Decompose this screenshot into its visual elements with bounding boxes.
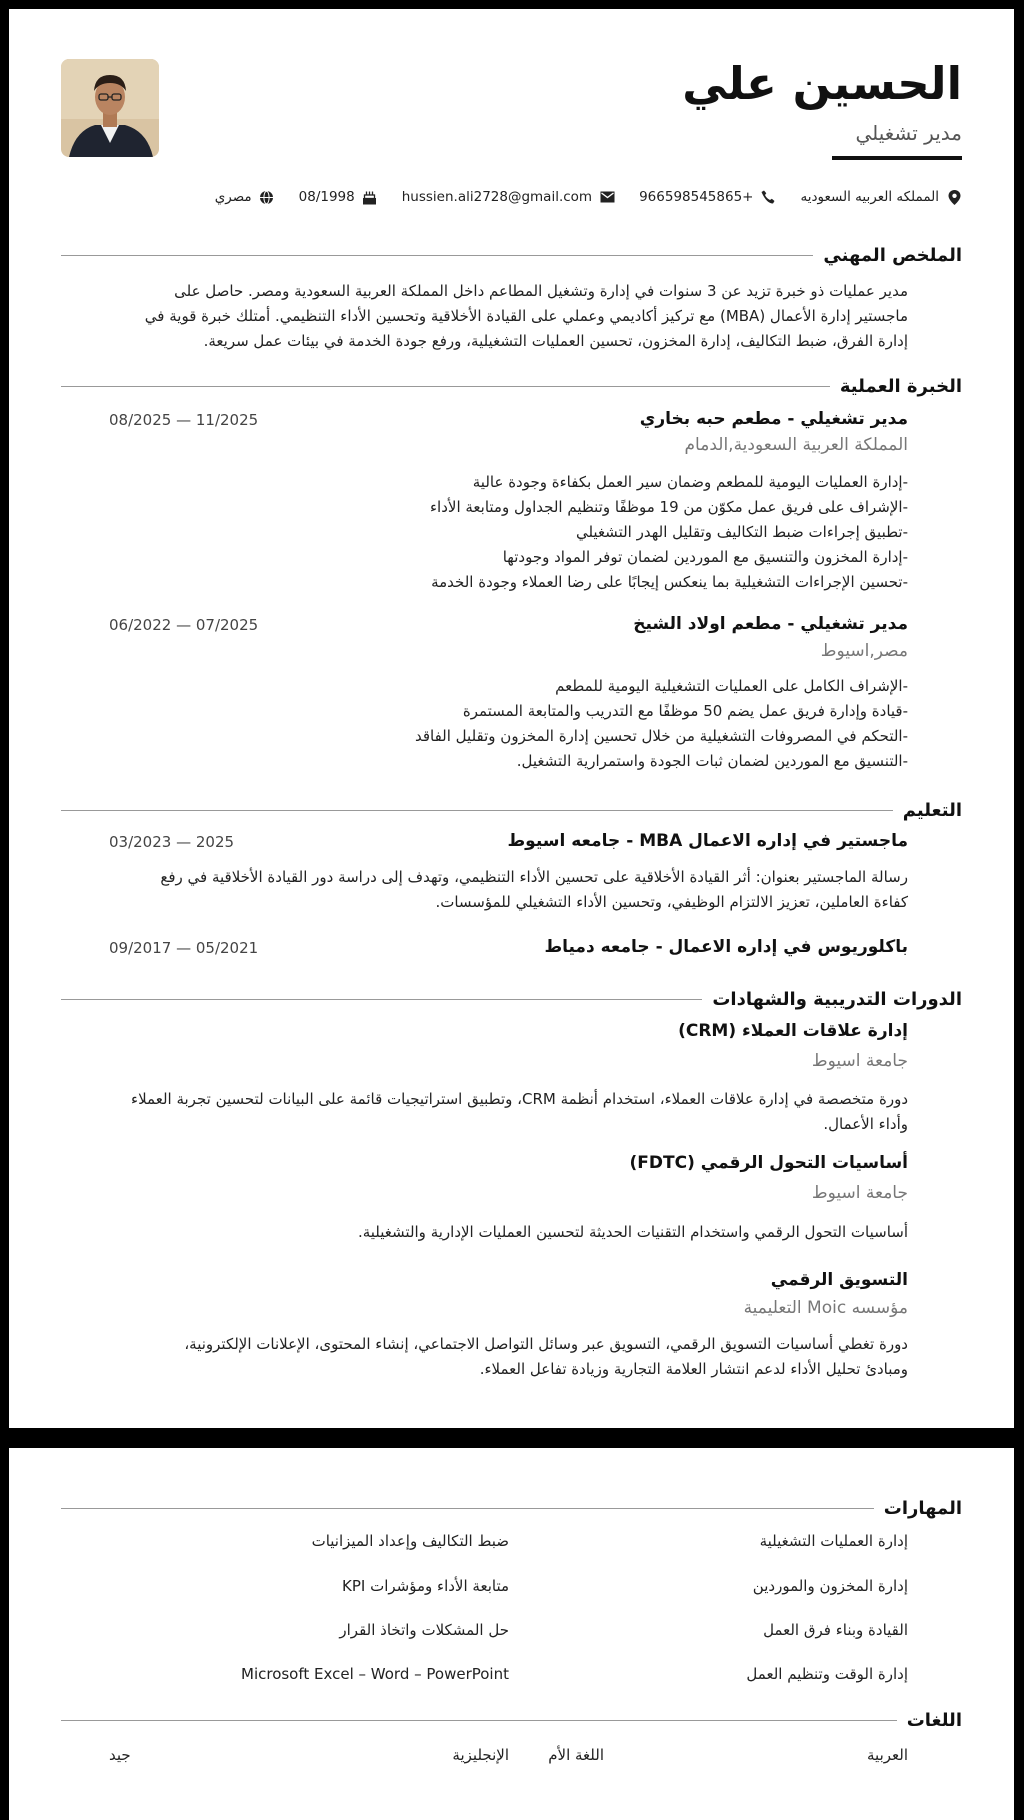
job-2-title: مدير تشغيلي - مطعم اولاد الشيخ (633, 614, 908, 634)
job-1-title: مدير تشغيلي - مطعم حبه بخاري (639, 409, 908, 429)
section-divider (61, 1720, 897, 1721)
location-pin-icon (946, 189, 962, 205)
job-1-responsibilities (430, 470, 908, 595)
course-1-title: إدارة علاقات العملاء (CRM) (678, 1021, 908, 1041)
skill-item: ضبط التكاليف وإعداد الميزانيات (311, 1532, 509, 1550)
education-1-title: ماجستير في إداره الاعمال MBA - جامعه اسيوط (507, 831, 908, 851)
skill-item: إدارة الوقت وتنظيم العمل (746, 1665, 908, 1683)
languages-section-header (61, 1708, 962, 1732)
course-1-description (104, 1087, 908, 1137)
education-2-title: باكلوريوس في إداره الاعمال - جامعه دمياط (544, 937, 908, 957)
description-line: دورة تغطي أساسيات التسويق الرقمي، التسويق عبر وسائل التواصل الاجتماعي، إنشاء المحتوى، الإعلانات الإلكترونية، (184, 1335, 908, 1353)
section-divider (61, 810, 893, 811)
list-item: -إدارة المخزون والتنسيق مع الموردين لضمان توفر المواد وجودتها (502, 548, 908, 566)
description-line: كفاءة العاملين، تعزيز الالتزام الوظيفي، وتحسين الأداء التشغيلي للمؤسسات. (435, 893, 908, 911)
list-item: -إدارة العمليات اليومية للمطعم وضمان سير العمل بكفاءة وجودة عالية (472, 473, 908, 491)
list-item: -التحكم في المصروفات التشغيلية من خلال تحسين إدارة المخزون وتقليل الفاقد (414, 727, 908, 745)
job-1-dates: 08/2025 — 11/2025 (109, 411, 259, 429)
course-2-description (104, 1220, 908, 1245)
summary-heading: الملخص المهني (823, 244, 962, 266)
description-line: ومبادئ تحليل الأداء لدعم انتشار العلامة التجارية وزيادة تفاعل العملاء. (479, 1360, 908, 1378)
contact-nationality (215, 189, 275, 205)
language-level: جيد (109, 1746, 131, 1764)
skill-item: إدارة العمليات التشغيلية (759, 1532, 908, 1550)
education-heading: التعليم (902, 799, 962, 821)
summary-line: مدير عمليات ذو خبرة تزيد عن 3 سنوات في إدارة وتشغيل المطاعم داخل المملكة العربية السعودية ومصر. حاصل على (174, 282, 908, 300)
job-title: مدير تشغيلي (855, 121, 962, 145)
courses-section-header (61, 987, 962, 1011)
title-underline (832, 156, 962, 160)
skills-section-header (61, 1496, 962, 1520)
course-3-org: مؤسسه Moic التعليمية (743, 1298, 908, 1318)
summary-text (104, 279, 908, 354)
contact-nationality-text: مصري (214, 189, 252, 205)
list-item: -تحسين الإجراءات التشغيلية بما ينعكس إيجابًا على رضا العملاء وجودة الخدمة (431, 573, 908, 591)
contact-email-text: hussien.ali2728@gmail.com (401, 189, 593, 205)
resume-page-1 (9, 9, 1014, 1428)
description-line: أساسيات التحول الرقمي واستخدام التقنيات الحديثة لتحسين العمليات الإدارية والتشغيلية. (357, 1223, 908, 1241)
contact-birthdate (299, 189, 378, 205)
course-1-org: جامعة اسيوط (811, 1051, 908, 1071)
experience-heading: الخبرة العملية (839, 375, 962, 397)
section-divider (61, 386, 830, 387)
list-item: -الإشراف الكامل على العمليات التشغيلية اليومية للمطعم (555, 677, 908, 695)
description-line: دورة متخصصة في إدارة علاقات العملاء، استخدام أنظمة CRM، وتطبيق استراتيجيات قائمة على البيانات لتحسين تجربة العملاء (131, 1090, 908, 1108)
course-2-title: أساسيات التحول الرقمي (FDTC) (629, 1153, 908, 1173)
course-3-title: التسويق الرقمي (770, 1270, 908, 1290)
envelope-icon (599, 189, 615, 205)
job-2-responsibilities (415, 674, 908, 774)
skill-item: Microsoft Excel – Word – PowerPoint (241, 1665, 509, 1683)
phone-icon (760, 189, 776, 205)
description-line: وأداء الأعمال. (823, 1115, 908, 1133)
job-2-location: مصر,اسيوط (820, 641, 908, 661)
languages-heading: اللغات (906, 1709, 962, 1731)
education-section-header (61, 798, 962, 822)
candidate-name: الحسين علي (682, 57, 962, 110)
summary-line: ماجستير إدارة الأعمال (MBA) مع تركيز أكاديمي وعملي على القيادة الأخلاقية وتحسين الأداء التنظيمي. أمتلك خبرة قوية في (144, 307, 908, 325)
contact-location (800, 189, 962, 205)
birthday-cake-icon (362, 189, 378, 205)
summary-section-header (61, 243, 962, 267)
education-1-dates: 03/2023 — 2025 (109, 833, 235, 851)
globe-icon (259, 189, 275, 205)
list-item: -التنسيق مع الموردين لضمان ثبات الجودة واستمرارية التشغيل. (516, 752, 908, 770)
language-name: العربية (867, 1746, 908, 1764)
courses-heading: الدورات التدريبية والشهادات (712, 988, 962, 1010)
list-item: -تطبيق إجراءات ضبط التكاليف وتقليل الهدر التشغيلي (575, 523, 908, 541)
skill-item: متابعة الأداء ومؤشرات KPI (342, 1577, 509, 1595)
skills-heading: المهارات (883, 1497, 962, 1519)
contact-phone-text: 966598545865+ (639, 189, 754, 205)
experience-section-header (61, 374, 962, 398)
avatar (61, 59, 159, 157)
section-divider (61, 999, 702, 1000)
description-line: رسالة الماجستير بعنوان: أثر القيادة الأخلاقية على تحسين الأداء التنظيمي، وتهدف إلى دراسة دور القيادة الأخلاقية في رفع (160, 868, 908, 886)
contact-bar (215, 189, 962, 205)
section-divider (61, 1508, 874, 1509)
list-item: -قيادة وإدارة فريق عمل يضم 50 موظفًا مع التدريب والمتابعة المستمرة (462, 702, 908, 720)
contact-phone[interactable] (639, 189, 776, 205)
skill-item: القيادة وبناء فرق العمل (763, 1621, 908, 1639)
contact-location-text: المملكه العربيه السعوديه (800, 189, 939, 205)
language-name: الإنجليزية (452, 1746, 509, 1764)
resume-page-2 (9, 1448, 1014, 1820)
job-1-location: المملكة العربية السعودية,الدمام (684, 435, 908, 455)
education-1-description (104, 865, 908, 915)
course-2-org: جامعة اسيوط (811, 1183, 908, 1203)
education-2-dates: 09/2017 — 05/2021 (109, 939, 259, 957)
contact-email[interactable] (402, 189, 615, 205)
course-3-description (104, 1332, 908, 1382)
job-2-dates: 06/2022 — 07/2025 (109, 616, 259, 634)
list-item: -الإشراف على فريق عمل مكوّن من 19 موظفًا وتنظيم الجداول ومتابعة الأداء (429, 498, 908, 516)
language-level: اللغة الأم (548, 1746, 604, 1764)
contact-birthdate-text: 08/1998 (298, 189, 355, 205)
skill-item: إدارة المخزون والموردين (752, 1577, 908, 1595)
section-divider (61, 255, 813, 256)
skill-item: حل المشكلات واتخاذ القرار (339, 1621, 509, 1639)
summary-line: إدارة الفرق، ضبط التكاليف، إدارة المخزون، تحسين العمليات التشغيلية، ورفع جودة الخدمة في بيئات عمل سريعة. (203, 332, 908, 350)
